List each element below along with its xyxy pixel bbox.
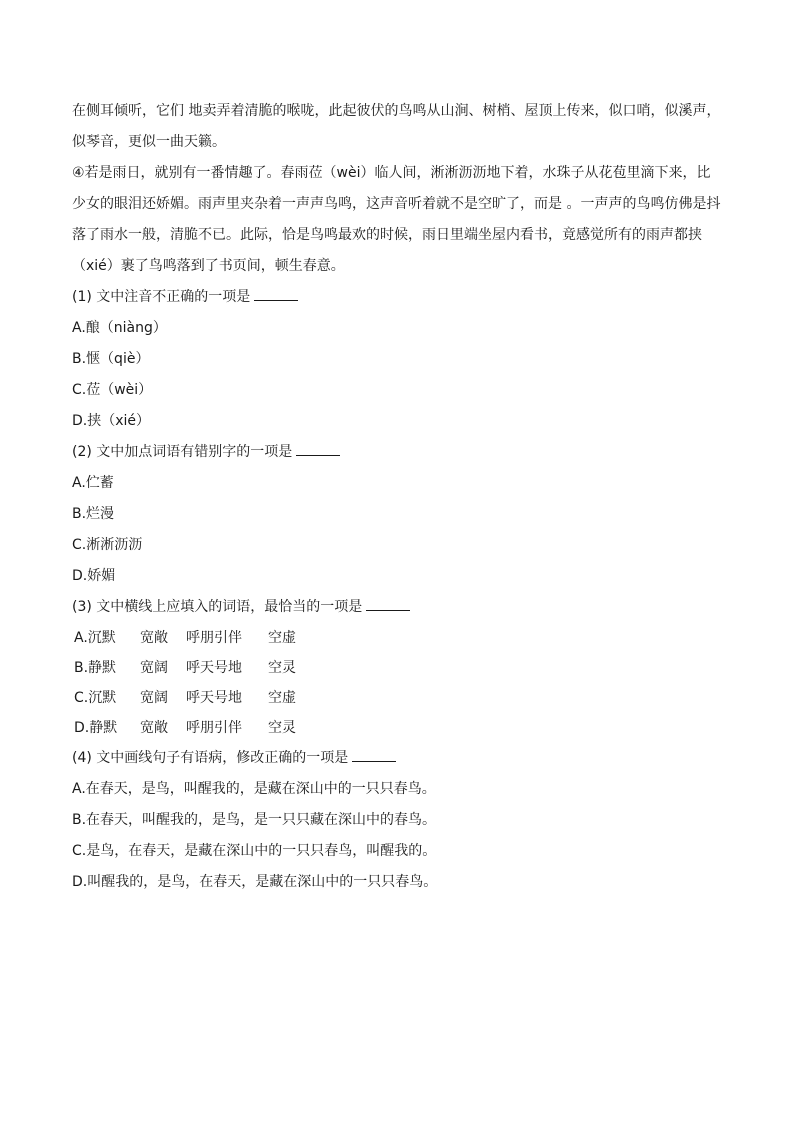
question-4 bbox=[72, 743, 722, 898]
answer-blank bbox=[296, 443, 340, 456]
option-d: D.挟（xié） bbox=[72, 413, 151, 429]
option-a: A.酿（niàng） bbox=[72, 320, 167, 336]
option-b: B.烂漫 bbox=[72, 506, 115, 522]
passage bbox=[72, 96, 722, 282]
question-stem: (1) 文中注音不正确的一项是 bbox=[72, 282, 722, 313]
answer-blank bbox=[366, 598, 410, 611]
option-b: B.惬（qiè） bbox=[72, 351, 150, 367]
passage-line: 似琴音，更似一曲天籁。 bbox=[72, 134, 226, 150]
passage-line: 落了雨水一般，清脆不已。此际，恰是鸟鸣最欢的时候，雨日里端坐屋内看书，竟感觉所有的雨声都挟 bbox=[72, 227, 702, 243]
passage-line: （xié）裹了鸟鸣落到了书页间，顿生春意。 bbox=[72, 258, 345, 274]
option-a: A.在春天，是鸟，叫醒我的，是藏在深山中的一只只春鸟。 bbox=[72, 781, 436, 797]
option-a: A.伫蓄 bbox=[72, 475, 114, 491]
answer-blank bbox=[352, 749, 396, 762]
option-c: C.淅淅沥沥 bbox=[72, 537, 143, 553]
answer-blank bbox=[254, 288, 298, 301]
option-row-d: D.静默 宽敞 呼朋引伴 空灵 bbox=[74, 720, 296, 736]
option-row-c: C.沉默 宽阔 呼天号地 空虚 bbox=[74, 690, 296, 706]
document-page bbox=[72, 96, 722, 898]
option-c: C.莅（wèi） bbox=[72, 382, 153, 398]
option-row-a: A.沉默 宽敞 呼朋引伴 空虚 bbox=[74, 630, 296, 646]
question-stem: (2) 文中加点词语有错别字的一项是 bbox=[72, 437, 722, 468]
option-b: B.在春天，叫醒我的，是鸟，是一只只藏在深山中的春鸟。 bbox=[72, 812, 437, 828]
option-d: D.叫醒我的，是鸟，在春天，是藏在深山中的一只只春鸟。 bbox=[72, 874, 438, 890]
question-2 bbox=[72, 437, 722, 592]
passage-line: ④若是雨日，就别有一番情趣了。春雨莅（wèi）临人间，淅淅沥沥地下着，水珠子从花苞里滴下来，比 bbox=[72, 165, 711, 181]
question-stem: (3) 文中横线上应填入的词语，最恰当的一项是 bbox=[72, 592, 722, 623]
question-stem: (4) 文中画线句子有语病，修改正确的一项是 bbox=[72, 743, 722, 774]
option-c: C.是鸟，在春天，是藏在深山中的一只只春鸟，叫醒我的。 bbox=[72, 843, 437, 859]
passage-line: 少女的眼泪还娇媚。雨声里夹杂着一声声鸟鸣，这声音听着就不是空旷了，而是 。一声声的鸟鸣仿佛是抖 bbox=[72, 196, 721, 212]
option-d: D.娇媚 bbox=[72, 568, 116, 584]
question-3 bbox=[72, 592, 722, 743]
passage-line: 在侧耳倾听，它们 地卖弄着清脆的喉咙，此起彼伏的鸟鸣从山涧、树梢、屋顶上传来，似口哨，似溪声， bbox=[72, 103, 721, 119]
question-1 bbox=[72, 282, 722, 437]
option-row-b: B.静默 宽阔 呼天号地 空灵 bbox=[74, 660, 296, 676]
